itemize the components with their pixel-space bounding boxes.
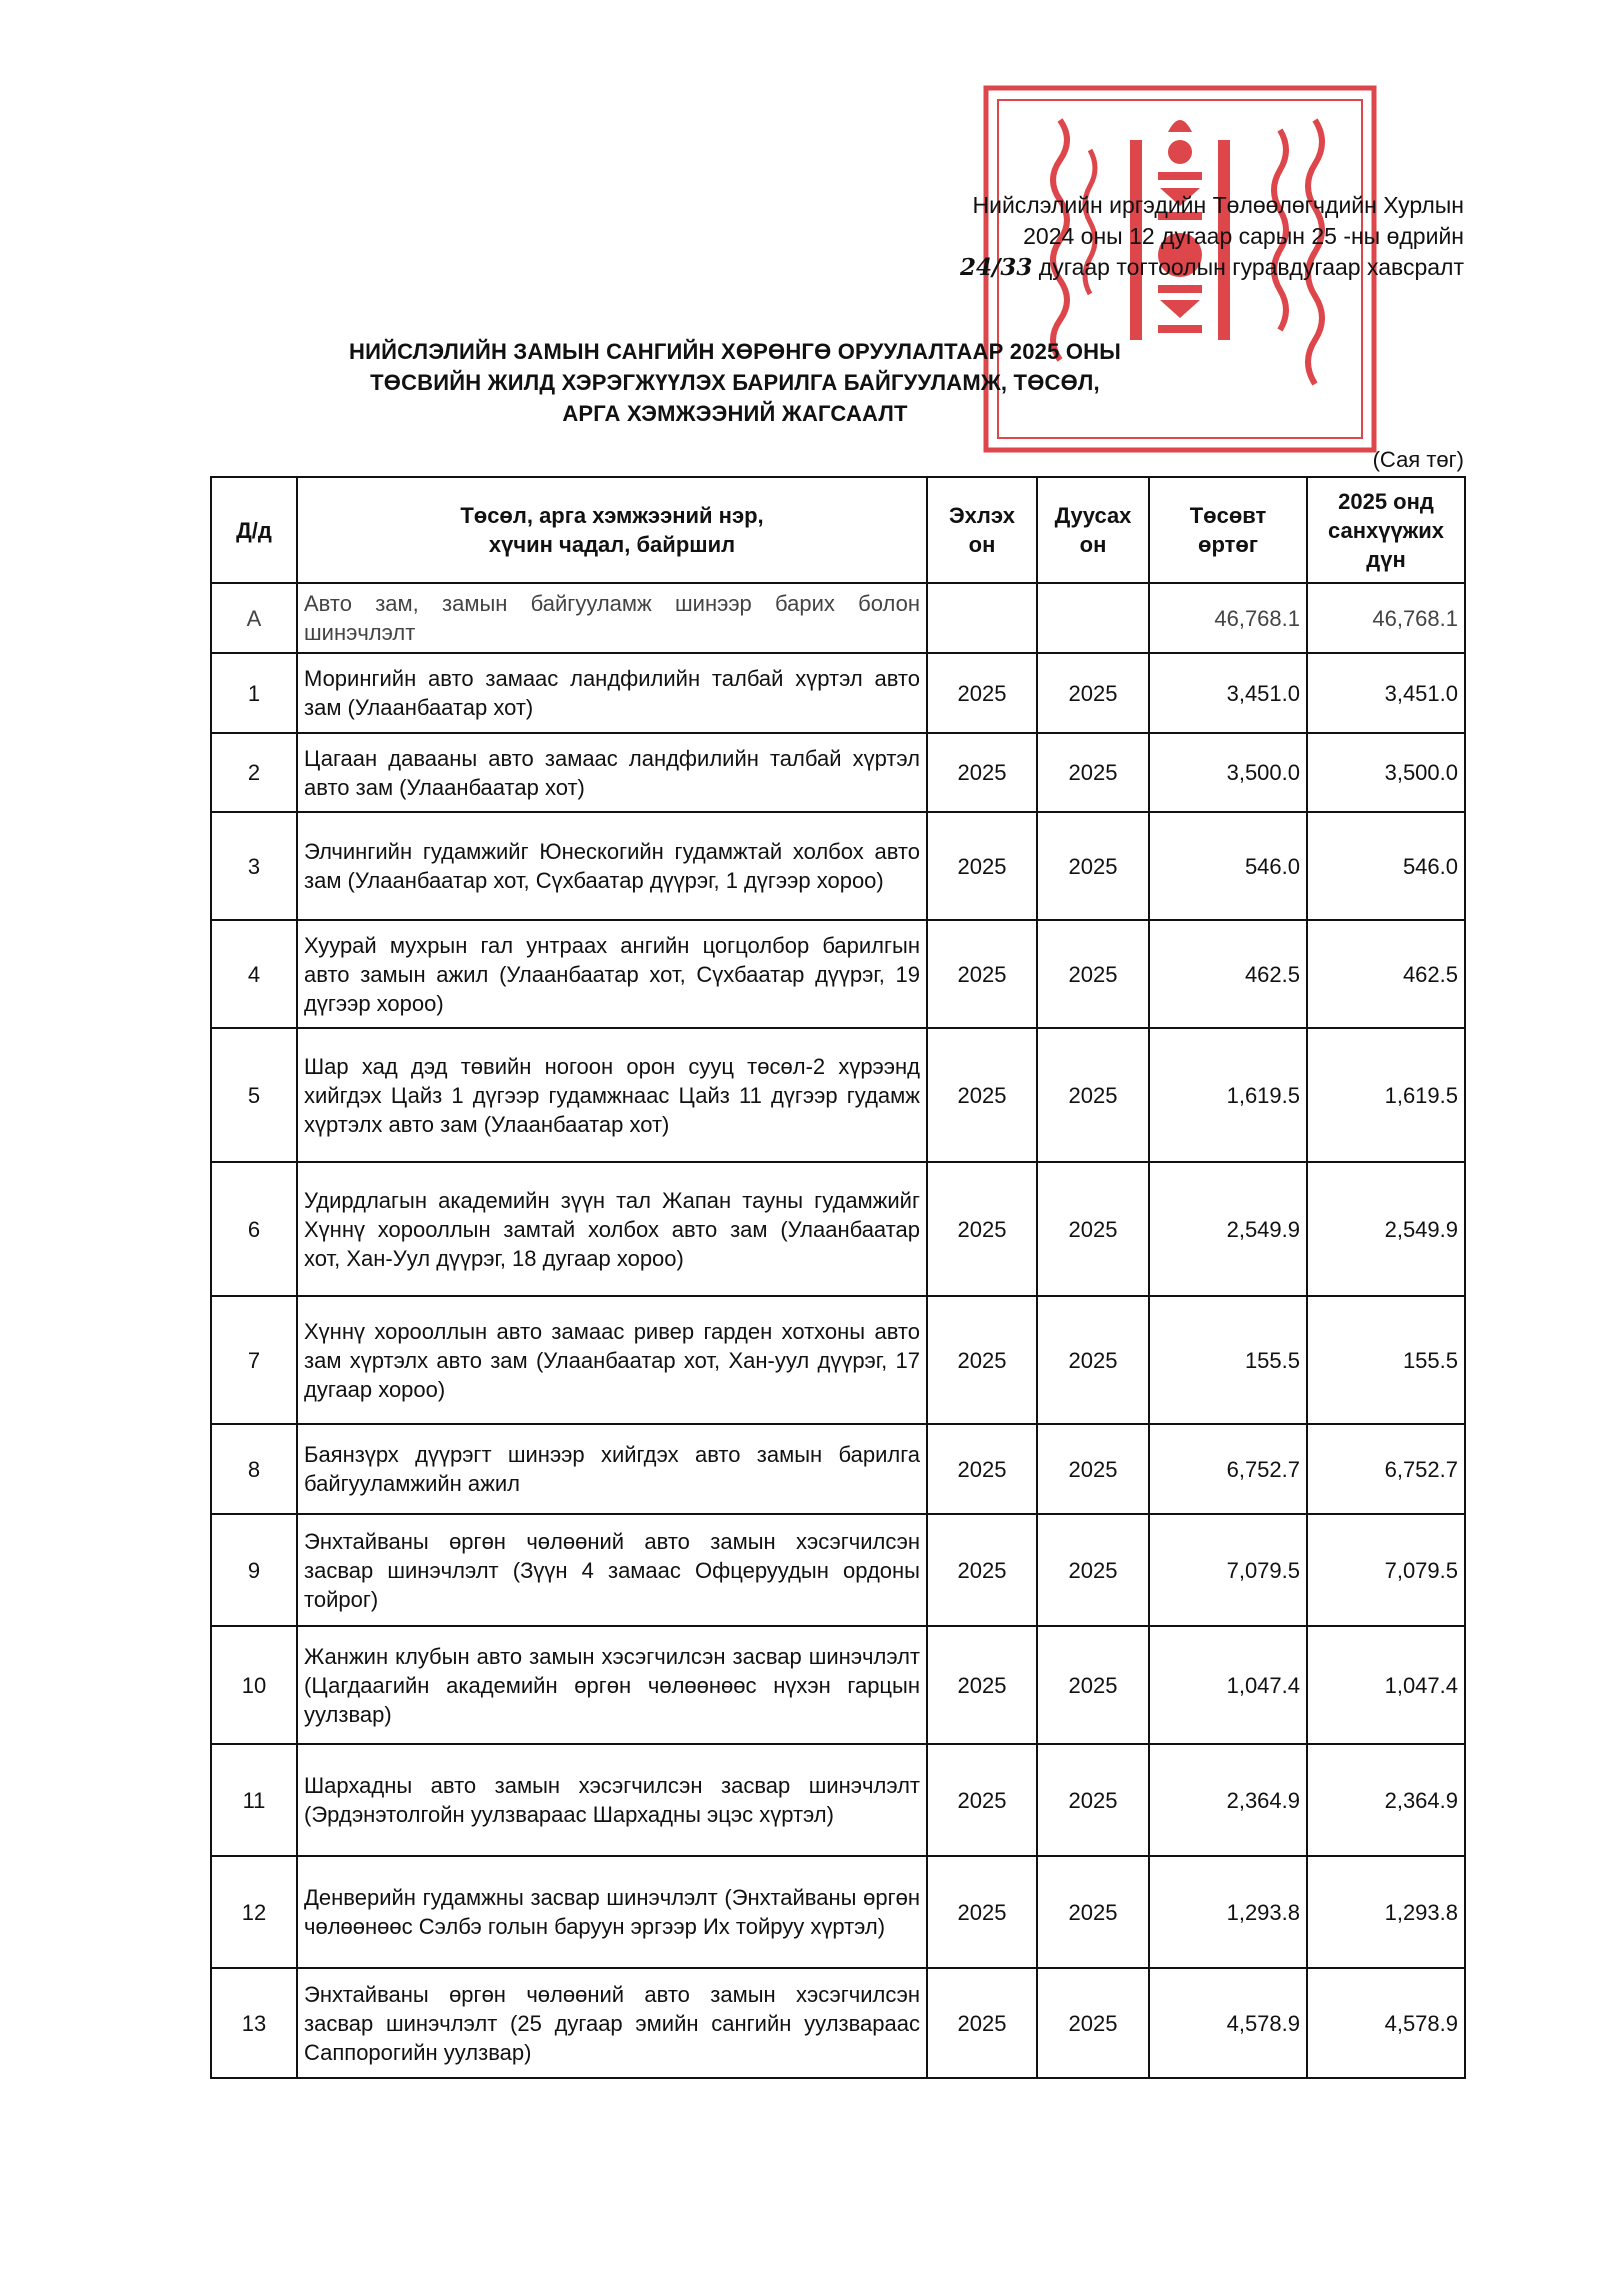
- col-header-cost: Төсөвт өртөг: [1149, 477, 1307, 583]
- row-funding: 2,364.9: [1307, 1744, 1465, 1856]
- col-header-funding: 2025 онд санхүүжих дүн: [1307, 477, 1465, 583]
- row-index: 8: [211, 1424, 297, 1514]
- row-funding: 2,549.9: [1307, 1162, 1465, 1296]
- row-start-year: 2025: [927, 1856, 1037, 1968]
- section-end: [1037, 583, 1149, 653]
- row-start-year: 2025: [927, 1514, 1037, 1626]
- row-end-year: 2025: [1037, 920, 1149, 1028]
- row-end-year: 2025: [1037, 1968, 1149, 2078]
- row-funding: 3,451.0: [1307, 653, 1465, 733]
- row-start-year: 2025: [927, 1162, 1037, 1296]
- col-header-end: Дуусах он: [1037, 477, 1149, 583]
- table-row: [211, 1856, 1465, 1968]
- row-cost: 1,619.5: [1149, 1028, 1307, 1162]
- row-cost: 3,451.0: [1149, 653, 1307, 733]
- table-row: [211, 812, 1465, 920]
- row-start-year: 2025: [927, 1968, 1037, 2078]
- row-index: 12: [211, 1856, 297, 1968]
- row-index: 4: [211, 920, 297, 1028]
- col-header-start: Эхлэх он: [927, 477, 1037, 583]
- row-start-year: 2025: [927, 812, 1037, 920]
- row-end-year: 2025: [1037, 733, 1149, 812]
- row-start-year: 2025: [927, 1028, 1037, 1162]
- table-row: [211, 1424, 1465, 1514]
- row-name: Шар хад дэд төвийн ногоон орон сууц төсөл-2 хүрээнд хийгдэх Цайз 1 дүгээр гудамжнаас Цайз 11 дүгээр гудамж хүртэлх авто зам (Улаанбаатар хот): [297, 1028, 927, 1162]
- table-row: [211, 1514, 1465, 1626]
- table-row: [211, 733, 1465, 812]
- table-row: [211, 1744, 1465, 1856]
- row-name: Цагаан давааны авто замаас ландфилийн талбай хүртэл авто зам (Улаанбаатар хот): [297, 733, 927, 812]
- row-cost: 2,549.9: [1149, 1162, 1307, 1296]
- title-line-3: АРГА ХЭМЖЭЭНИЙ ЖАГСААЛТ: [562, 401, 908, 426]
- unit-label: (Сая төг): [1372, 447, 1464, 472]
- row-name: Баянзүрх дүүрэгт шинээр хийгдэх авто замын барилга байгууламжийн ажил: [297, 1424, 927, 1514]
- table-row: [211, 1968, 1465, 2078]
- table-row: [211, 653, 1465, 733]
- projects-table: [210, 476, 1466, 2079]
- row-cost: 546.0: [1149, 812, 1307, 920]
- section-row: [211, 583, 1465, 653]
- row-index: 7: [211, 1296, 297, 1424]
- row-start-year: 2025: [927, 1744, 1037, 1856]
- row-start-year: 2025: [927, 733, 1037, 812]
- section-index: А: [211, 583, 297, 653]
- row-end-year: 2025: [1037, 812, 1149, 920]
- title-line-1: НИЙСЛЭЛИЙН ЗАМЫН САНГИЙН ХӨРӨНГӨ ОРУУЛАЛТААР 2025 ОНЫ: [349, 339, 1121, 364]
- table-header-row: [211, 477, 1465, 583]
- row-name: Хүннү хорооллын авто замаас ривер гарден хотхоны авто зам хүртэлх авто зам (Улаанбаатар хот, Хан-уул дүүрэг, 17 дугаар хороо): [297, 1296, 927, 1424]
- table-row: [211, 1296, 1465, 1424]
- row-funding: 3,500.0: [1307, 733, 1465, 812]
- row-name: Морингийн авто замаас ландфилийн талбай хүртэл авто зам (Улаанбаатар хот): [297, 653, 927, 733]
- decision-line-1: Нийслэлийн иргэдийн Төлөөлөгчдийн Хурлын: [972, 192, 1464, 218]
- row-funding: 1,619.5: [1307, 1028, 1465, 1162]
- row-end-year: 2025: [1037, 1028, 1149, 1162]
- row-cost: 6,752.7: [1149, 1424, 1307, 1514]
- row-cost: 155.5: [1149, 1296, 1307, 1424]
- row-index: 9: [211, 1514, 297, 1626]
- row-start-year: 2025: [927, 1626, 1037, 1744]
- row-name: Денверийн гудамжны засвар шинэчлэлт (Энхтайваны өргөн чөлөөнөөс Сэлбэ голын баруун эргээр Их тойруу хүртэл): [297, 1856, 927, 1968]
- col-header-name: Төсөл, арга хэмжээний нэр, хүчин чадал, байршил: [297, 477, 927, 583]
- row-end-year: 2025: [1037, 1856, 1149, 1968]
- row-name: Жанжин клубын авто замын хэсэгчилсэн засвар шинэчлэлт (Цагдаагийн академийн өргөн чөлөөнөөс нүхэн гарцын уулзвар): [297, 1626, 927, 1744]
- row-name: Энхтайваны өргөн чөлөөний авто замын хэсэгчилсэн засвар шинэчлэлт (25 дугаар эмийн сангийн уулзвараас Саппорогийн уулзвар): [297, 1968, 927, 2078]
- col-header-index: Д/д: [211, 477, 297, 583]
- row-index: 10: [211, 1626, 297, 1744]
- row-funding: 1,047.4: [1307, 1626, 1465, 1744]
- row-name: Шархадны авто замын хэсэгчилсэн засвар шинэчлэлт (Эрдэнэтолгойн уулзвараас Шархадны эцэс хүртэл): [297, 1744, 927, 1856]
- row-cost: 462.5: [1149, 920, 1307, 1028]
- row-start-year: 2025: [927, 653, 1037, 733]
- section-start: [927, 583, 1037, 653]
- row-funding: 462.5: [1307, 920, 1465, 1028]
- row-cost: 3,500.0: [1149, 733, 1307, 812]
- row-index: 1: [211, 653, 297, 733]
- row-cost: 1,293.8: [1149, 1856, 1307, 1968]
- row-index: 2: [211, 733, 297, 812]
- row-start-year: 2025: [927, 920, 1037, 1028]
- row-start-year: 2025: [927, 1296, 1037, 1424]
- row-name: Энхтайваны өргөн чөлөөний авто замын хэсэгчилсэн засвар шинэчлэлт (Зүүн 4 замаас Офцеруудын ордоны тойрог): [297, 1514, 927, 1626]
- table-row: [211, 1626, 1465, 1744]
- row-end-year: 2025: [1037, 1296, 1149, 1424]
- table-row: [211, 920, 1465, 1028]
- row-funding: 6,752.7: [1307, 1424, 1465, 1514]
- decision-number: 24/33: [959, 254, 1033, 281]
- row-funding: 7,079.5: [1307, 1514, 1465, 1626]
- row-cost: 1,047.4: [1149, 1626, 1307, 1744]
- row-index: 13: [211, 1968, 297, 2078]
- decision-line-2: 2024 оны 12 дугаар сарын 25 -ны өдрийн: [1023, 223, 1464, 249]
- row-name: Хуурай мухрын гал унтраах ангийн цогцолбор барилгын авто замын ажил (Улаанбаатар хот, Сүхбаатар дүүрэг, 19 дүгээр хороо): [297, 920, 927, 1028]
- row-index: 6: [211, 1162, 297, 1296]
- row-end-year: 2025: [1037, 1514, 1149, 1626]
- row-cost: 4,578.9: [1149, 1968, 1307, 2078]
- row-index: 11: [211, 1744, 297, 1856]
- section-cost: 46,768.1: [1149, 583, 1307, 653]
- row-index: 5: [211, 1028, 297, 1162]
- section-name: Авто зам, замын байгууламж шинээр барих болон шинэчлэлт: [297, 583, 927, 653]
- row-end-year: 2025: [1037, 1162, 1149, 1296]
- row-name: Элчингийн гудамжийг Юнескогийн гудамжтай холбох авто зам (Улаанбаатар хот, Сүхбаатар дүүрэг, 1 дүгээр хороо): [297, 812, 927, 920]
- decision-line-3-text: дугаар тогтоолын гуравдугаар хавсралт: [1038, 254, 1464, 280]
- row-start-year: 2025: [927, 1424, 1037, 1514]
- row-funding: 1,293.8: [1307, 1856, 1465, 1968]
- decision-reference: [960, 190, 1464, 283]
- row-end-year: 2025: [1037, 653, 1149, 733]
- row-cost: 7,079.5: [1149, 1514, 1307, 1626]
- row-funding: 155.5: [1307, 1296, 1465, 1424]
- row-funding: 546.0: [1307, 812, 1465, 920]
- decision-line-3: [960, 252, 1464, 283]
- row-funding: 4,578.9: [1307, 1968, 1465, 2078]
- document-title: [200, 336, 1270, 429]
- row-end-year: 2025: [1037, 1424, 1149, 1514]
- row-name: Удирдлагын академийн зүүн тал Жапан тауны гудамжийг Хүннү хорооллын замтай холбох авто зам (Улаанбаатар хот, Хан-Уул дүүрэг, 18 дугаар хороо): [297, 1162, 927, 1296]
- table-row: [211, 1162, 1465, 1296]
- title-line-2: ТӨСВИЙН ЖИЛД ХЭРЭГЖҮҮЛЭХ БАРИЛГА БАЙГУУЛАМЖ, ТӨСӨЛ,: [370, 370, 1100, 395]
- section-funding: 46,768.1: [1307, 583, 1465, 653]
- row-cost: 2,364.9: [1149, 1744, 1307, 1856]
- row-end-year: 2025: [1037, 1744, 1149, 1856]
- row-index: 3: [211, 812, 297, 920]
- row-end-year: 2025: [1037, 1626, 1149, 1744]
- table-row: [211, 1028, 1465, 1162]
